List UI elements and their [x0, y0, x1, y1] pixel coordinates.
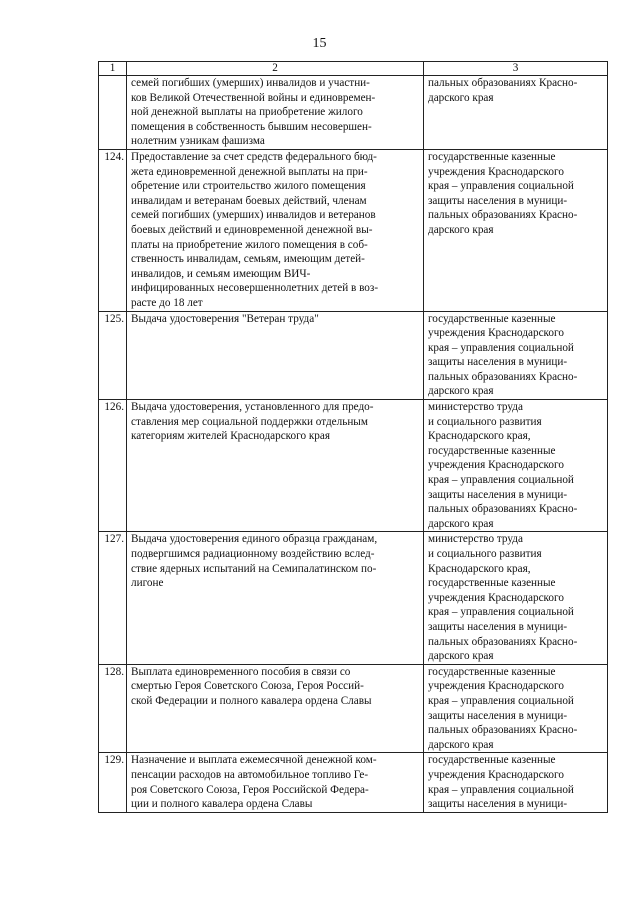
table-header-row — [99, 62, 608, 76]
page-number: 15 — [312, 36, 327, 51]
service-description: Выплата единовременного пособия в связи со смертью Героя Советского Союза, Героя Россий- ской Федерации и полного кавалера ордена Славы — [127, 664, 424, 753]
row-number: 126. — [99, 400, 127, 532]
services-table — [98, 61, 608, 813]
responsible-body: пальных образованиях Красно- дарского края — [424, 76, 608, 150]
service-description: семей погибших (умерших) инвалидов и участни- ков Великой Отечественной войны и единовремен- ной денежной выплаты на приобретение жилого помещения в собственность бывшим несовершен- нолетним узникам фашизма — [127, 76, 424, 150]
table-row — [99, 76, 608, 150]
table-row — [99, 149, 608, 311]
table-row — [99, 400, 608, 532]
responsible-body: министерство труда и социального развития Краснодарского края, государственные казенные учреждения Краснодарского края – управления социальной защиты населения в муници- пальных образованиях Красно- дарского края — [424, 400, 608, 532]
row-number: 124. — [99, 149, 127, 311]
responsible-body: государственные казенные учреждения Краснодарского края – управления социальной защиты населения в муници- пальных образованиях Красно- дарского края — [424, 311, 608, 400]
row-number: 129. — [99, 753, 127, 812]
responsible-body: государственные казенные учреждения Краснодарского края – управления социальной защиты населения в муници- пальных образованиях Красно- дарского края — [424, 664, 608, 753]
responsible-body: государственные казенные учреждения Краснодарского края – управления социальной защиты населения в муници- — [424, 753, 608, 812]
responsible-body: государственные казенные учреждения Краснодарского края – управления социальной защиты населения в муници- пальных образованиях Красно- дарского края — [424, 149, 608, 311]
table-row — [99, 532, 608, 664]
row-number: 127. — [99, 532, 127, 664]
table-row — [99, 664, 608, 753]
column-header-service: 2 — [127, 62, 424, 76]
service-description: Предоставление за счет средств федерального бюд- жета единовременной денежной выплаты на при- обретение или строительство жилого помещения инвалидам и ветеранам боевых действий, членам семей погибших (умерших) инвалидов и ветеранов боевых действий и единовременной денежной вы- платы на приобретение жилого помещения в соб- ственность инвалидам, семьям, имеющим детей- инвалидов, и семьям имеющим ВИЧ- инфицированных несовершеннолетних детей в воз- расте до 18 лет — [127, 149, 424, 311]
table-row — [99, 753, 608, 812]
column-header-number: 1 — [99, 62, 127, 76]
service-description: Назначение и выплата ежемесячной денежной ком- пенсации расходов на автомобильное топливо Ге- роя Советского Союза, Героя Российской Федера- ции и полного кавалера ордена Славы — [127, 753, 424, 812]
service-description: Выдача удостоверения "Ветеран труда" — [127, 311, 424, 400]
responsible-body: министерство труда и социального развития Краснодарского края, государственные казенные учреждения Краснодарского края – управления социальной защиты населения в муници- пальных образованиях Красно- дарского края — [424, 532, 608, 664]
service-description: Выдача удостоверения единого образца гражданам, подвергшимся радиационному воздействию вслед- ствие ядерных испытаний на Семипалатинском по- лигоне — [127, 532, 424, 664]
row-number — [99, 76, 127, 150]
table-row — [99, 311, 608, 400]
column-header-provider: 3 — [424, 62, 608, 76]
row-number: 128. — [99, 664, 127, 753]
row-number: 125. — [99, 311, 127, 400]
service-description: Выдача удостоверения, установленного для предо- ставления мер социальной поддержки отдельным категориям жителей Краснодарского края — [127, 400, 424, 532]
